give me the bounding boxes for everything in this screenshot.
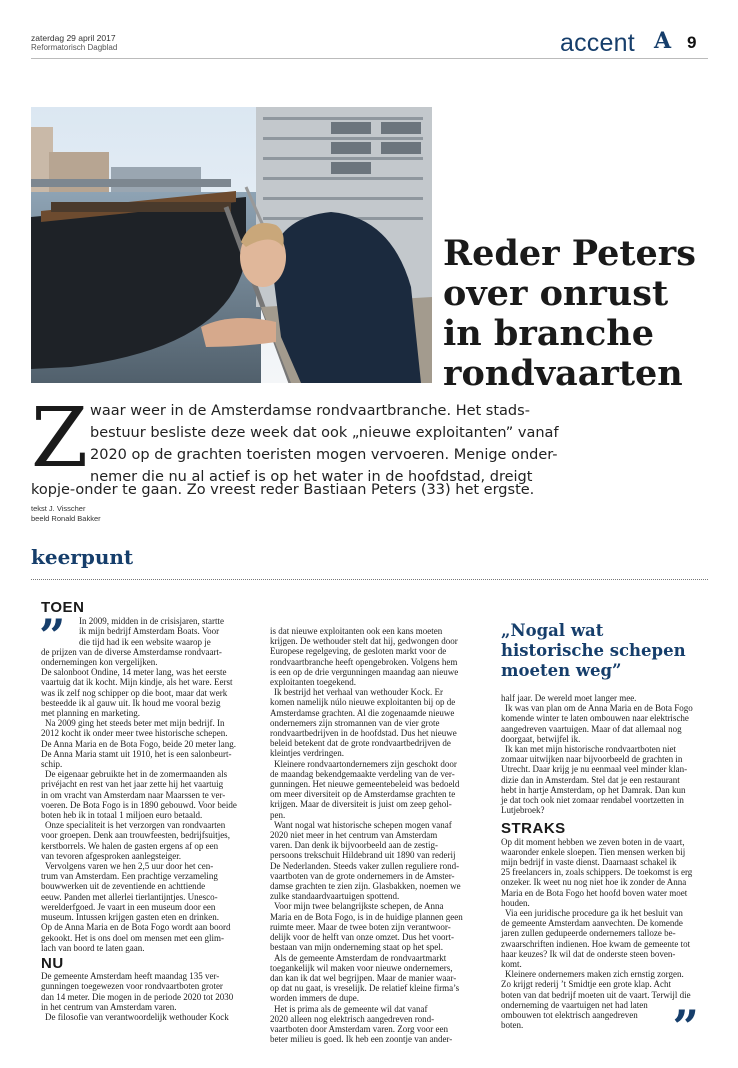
text-line: exploitanten toegekend. bbox=[270, 677, 356, 688]
text-line: lach van boord te laten gaan. bbox=[41, 942, 145, 953]
text-line: Maria en de Bota Fogo het hoofd boven water moet bbox=[501, 887, 688, 898]
text-line: dan kan ik dat wel begrijpen. Maar de manier waar- bbox=[270, 972, 457, 983]
paragraph bbox=[41, 820, 245, 861]
text-line: komt. bbox=[501, 959, 522, 970]
text-line: boten heb ik in totaal 1 miljoen euro betaald. bbox=[41, 810, 203, 821]
dotted-divider bbox=[31, 579, 708, 580]
text-line: bouwwerken uit de zeventiende en achttiende bbox=[41, 881, 206, 892]
text-line: De filosofie van verantwoordelijk wethouder Kock bbox=[45, 1011, 229, 1022]
text-line: krijgen. De wethouder stelt dat hij, gedwongen door bbox=[270, 636, 458, 647]
text-line: Ik was van plan om de Anna Maria en de Bota Fogo bbox=[505, 703, 693, 714]
text-line: De Anna Maria stamt uit 1910, het is een salonbeurt- bbox=[41, 748, 232, 759]
text-line: zwaarschriften indienen. Hoe kwam de gemeente tot bbox=[501, 938, 691, 949]
paragraph bbox=[501, 969, 713, 1054]
text-line: Onze specialiteit is het verzorgen van rondvaarten bbox=[45, 820, 226, 831]
text-line: ruimte meer. Maar de twee boten zijn verantwoor- bbox=[270, 921, 451, 932]
text-line: pen. bbox=[270, 809, 286, 820]
text-line: varen. Dan denk ik bijvoorbeeld aan de zestig- bbox=[270, 840, 438, 851]
text-line: boten. bbox=[501, 1020, 524, 1031]
paragraph bbox=[501, 837, 713, 908]
headline-line: Reder Peters bbox=[443, 233, 696, 274]
subhead-nu: NU bbox=[41, 954, 64, 972]
text-line: Het is prima als de gemeente wil dat vanaf bbox=[274, 1003, 428, 1014]
text-line: in het centrum van Amsterdam varen. bbox=[41, 1001, 177, 1012]
text-line: Voor mijn twee belangrijkste schepen, de Anna bbox=[274, 901, 444, 912]
text-line: doorgaat, betwijfel ik. bbox=[501, 733, 581, 744]
text-line: is dat nieuwe exploitanten ook een kans moeten bbox=[270, 626, 443, 636]
text-line: vaartboten van de grote ondernemers in de Amster- bbox=[270, 870, 455, 881]
text-line: besteedde ik al gauw uit. Ik houd me vooral bezig bbox=[41, 697, 221, 708]
intro-line: 2020 op de grachten toeristen mogen vervoeren. Menige onder- bbox=[90, 447, 558, 463]
text-line: beleid betekent dat de grote rondvaartbedrijven de bbox=[270, 738, 451, 749]
text-line: krijgen. Maar de diversiteit is juist om zeep gehol- bbox=[270, 799, 452, 810]
text-line: Want nogal wat historische schepen mogen vanaf bbox=[274, 819, 452, 830]
intro-line: nemer die nu al actief is op het water in de hoofdstad, dreigt bbox=[90, 469, 533, 485]
quote-close-icon: ” bbox=[672, 999, 699, 1054]
text-line: onzeker. Ik weet nu nog niet hoe ik zonder de Anna bbox=[501, 877, 687, 888]
text-line: De Nederlanden. Steeds vaker zullen reguliere rond- bbox=[270, 860, 460, 871]
text-line: Ik bestrijd het verhaal van wethouder Kock. Er bbox=[274, 687, 443, 698]
paragraph bbox=[270, 953, 485, 1004]
pull-quote-line: „Nogal wat bbox=[501, 621, 604, 640]
text-line: In 2009, midden in de crisisjaren, startte bbox=[79, 616, 224, 627]
newspaper-name: Reformatorisch Dagblad bbox=[31, 43, 118, 52]
text-line: ombouwen tot elektrisch aangedreven bbox=[501, 1010, 638, 1021]
intro-line: waar weer in de Amsterdamse rondvaartbranche. Het stads- bbox=[90, 403, 530, 419]
paragraph bbox=[270, 901, 485, 952]
text-line: Lutjebroek? bbox=[501, 805, 545, 816]
text-line: haar keuzes? Ik wil dat de onderste steen boven- bbox=[501, 948, 676, 959]
text-line: Via een juridische procedure ga ik het besluit van bbox=[505, 908, 683, 919]
column-3 bbox=[501, 693, 713, 1054]
text-line: rondvaartbranche heeft opengebroken. Volgens hem bbox=[270, 656, 458, 667]
text-line: Op de Anna Maria en de Bota Fogo wordt aan boord bbox=[41, 922, 231, 933]
newspaper-logo: A bbox=[654, 28, 672, 54]
paragraph bbox=[41, 718, 245, 769]
text-line: persoons trekschuit Hildebrand uit 1890 van rederij bbox=[270, 850, 456, 861]
text-line: ondernemingen kon vergelijken. bbox=[41, 657, 158, 668]
text-line: die tijd had ik een website waarop je bbox=[79, 636, 211, 647]
paragraph bbox=[270, 687, 485, 758]
text-line: 2012 kocht ik onder meer twee historische schepen. bbox=[41, 728, 228, 739]
text-line: van tevoren afgesproken aanlegsteiger. bbox=[41, 850, 181, 861]
text-line: onderneming de vaartuigen net had laten bbox=[501, 999, 648, 1010]
text-line: gunningen toegewezen voor rondvaartboten groter bbox=[41, 981, 223, 992]
text-line: om meer diversiteit op de Amsterdamse grachten te bbox=[270, 789, 456, 800]
text-line: rondvaartbedrijven in de hoofdstad. Dus het nieuwe bbox=[270, 728, 457, 739]
text-line: Na 2009 ging het steeds beter met mijn bedrijf. In bbox=[45, 718, 225, 729]
intro-line: kopje-onder te gaan. Zo vreest reder Bastiaan Peters (33) het ergste. bbox=[31, 482, 535, 498]
column-2 bbox=[270, 626, 485, 1044]
paragraph bbox=[41, 667, 245, 718]
pull-quote-line: moeten weg” bbox=[501, 661, 622, 680]
text-line: op dat nu gaat, is vreselijk. De relatief kleine firma’s bbox=[270, 983, 460, 994]
text-line: Maria en de Bota Fogo, is in de huidige plannen geen bbox=[270, 911, 463, 922]
rubric-title: keerpunt bbox=[31, 545, 134, 569]
text-line: Kleinere rondvaartondernemers zijn geschokt door bbox=[274, 758, 457, 769]
text-line: voeren. De Bota Fogo is in 1890 gebouwd. Voor beide bbox=[41, 799, 237, 810]
pull-quote-line: historische schepen bbox=[501, 641, 686, 660]
headline-line: over onrust bbox=[443, 273, 669, 314]
text-line: privéjacht en rest van het jaar zette hij het vaartuig bbox=[41, 779, 224, 790]
text-line: toegankelijk wil maken voor nieuwe ondernemers, bbox=[270, 962, 453, 973]
text-line: De eigenaar gebruikte het in de zomermaanden als bbox=[45, 769, 228, 780]
text-line: kerstborrels. We halen de gasten ergens af op een bbox=[41, 840, 219, 851]
headline-line: in branche bbox=[443, 313, 654, 354]
text-line: komen namelijk núlo nieuwe exploitanten bij op de bbox=[270, 697, 456, 708]
text-line: zulke standaardvaartuigen spottend. bbox=[270, 891, 400, 902]
text-line: hebt in hartje Amsterdam, op het Damrak. Dan kun bbox=[501, 784, 686, 795]
text-line: gunningen. Het nieuwe gemeentebeleid was bedoeld bbox=[270, 779, 460, 790]
text-line: De Anna Maria en de Bota Fogo, beide 20 meter lang. bbox=[41, 738, 236, 749]
headline-line: rondvaarten bbox=[443, 353, 683, 394]
header-divider bbox=[31, 58, 708, 59]
text-line: de maandag bekendgemaakte verdeling van de ver- bbox=[270, 768, 455, 779]
paragraph bbox=[501, 744, 713, 815]
text-line: 2020 alleen nog elektrisch aangedreven rond- bbox=[270, 1013, 435, 1024]
paragraph bbox=[501, 908, 713, 969]
text-line: Vervolgens varen we hen 2,5 uur door het cen- bbox=[45, 861, 214, 872]
text-line: waaronder enkele sloepen. Tien mensen werken bij bbox=[501, 846, 686, 857]
text-line: Ik kan met mijn historische rondvaartboten niet bbox=[505, 744, 676, 755]
paragraph bbox=[501, 693, 713, 703]
text-line: Amsterdamse grachten. Al die zogenaamde nieuwe bbox=[270, 707, 455, 718]
text-line: aangedreven vaartuigen. Maar of dat allemaal nog bbox=[501, 723, 682, 734]
paragraph bbox=[270, 626, 485, 687]
text-line: Op dit moment hebben we zeven boten in de vaart, bbox=[501, 836, 685, 847]
text-line: 25 freelancers in, zoals schippers. De toekomst is erg bbox=[501, 867, 693, 878]
text-line: eeuw. Panden met allerlei tierlantijntjes. Unesco- bbox=[41, 891, 218, 902]
text-line: museum. Intussen krijgen gasten eten en drinken. bbox=[41, 912, 219, 923]
text-line: komende winter te laten ombouwen naar elektrische bbox=[501, 713, 689, 724]
text-line: De gemeente Amsterdam heeft maandag 135 ver- bbox=[41, 971, 220, 982]
text-line: voor groepen. Denk aan trouwfeesten, bedrijfsuitjes, bbox=[41, 830, 230, 841]
text-line: Zo krijgt rederij ’t Smidtje een grote klap. Acht bbox=[501, 979, 672, 990]
paragraph bbox=[41, 861, 245, 953]
section-title: accent bbox=[560, 29, 635, 57]
subhead-toen: TOEN bbox=[41, 599, 85, 616]
text-line: mijn bedrijf in vaste dienst. Daarnaast schakel ik bbox=[501, 857, 677, 868]
paragraph bbox=[270, 1004, 485, 1045]
paragraph bbox=[41, 1012, 245, 1022]
text-line: was ik zelf nog schipper op die boot, maar dat werk bbox=[41, 687, 228, 698]
byline-photographer: beeld Ronald Bakker bbox=[31, 514, 101, 523]
text-line: in om vracht van Amsterdam naar Maarssen te ver- bbox=[41, 789, 226, 800]
text-line: met planning en marketing. bbox=[41, 708, 140, 719]
headline bbox=[443, 234, 733, 394]
text-line: ondernemers zijn stromannen van de vier grote bbox=[270, 717, 440, 728]
paragraph bbox=[41, 769, 245, 820]
text-line: houden. bbox=[501, 897, 530, 908]
text-line: zomaar uitwijken naar bijvoorbeeld de grachten in bbox=[501, 754, 683, 765]
text-line: vaartboten door Amsterdam varen. Zorg voor een bbox=[270, 1023, 449, 1034]
quote-open-icon: ” bbox=[39, 609, 66, 664]
text-line: is een op de drie vergunningen maandag aan nieuwe bbox=[270, 666, 459, 677]
text-line: 2020 niet meer in het centrum van Amsterdam bbox=[270, 830, 438, 841]
text-line: Utrecht. Daar krijg je nu eenmaal veel minder klan- bbox=[501, 764, 688, 775]
text-line: Kleinere ondernemers maken zich ernstig zorgen. bbox=[505, 969, 684, 980]
text-line: kleintjes verdringen. bbox=[270, 748, 344, 759]
text-line: beter milieu is goed. Ik heb een zoontje van ander- bbox=[270, 1034, 453, 1045]
text-line: De salonboot Ondine, 14 meter lang, was het eerste bbox=[41, 667, 227, 678]
text-line: gekookt. Het is ons doel om mensen met een glim- bbox=[41, 932, 224, 943]
article-photo bbox=[31, 107, 432, 383]
text-line: dan 14 meter. Die mogen in de periode 2020 tot 2030 bbox=[41, 991, 234, 1002]
text-line: jaren zullen gedupeerde ondernemers talloze be- bbox=[501, 928, 676, 939]
text-line: Als de gemeente Amsterdam de rondvaartmarkt bbox=[274, 952, 447, 963]
text-line: schip. bbox=[41, 759, 63, 770]
pull-quote bbox=[501, 621, 711, 681]
intro-line: bestuur besliste deze week dat ook „nieuwe exploitanten” vanaf bbox=[90, 425, 559, 441]
column-1 bbox=[39, 599, 245, 1022]
paragraph bbox=[270, 820, 485, 902]
issue-date: zaterdag 29 april 2017 bbox=[31, 33, 116, 43]
paragraph bbox=[41, 971, 245, 1012]
text-line: damse grachten te zien zijn. Glasbakken, noemen we bbox=[270, 881, 461, 892]
paragraph bbox=[270, 759, 485, 820]
text-line: worden immers de dupe. bbox=[270, 993, 359, 1004]
text-line: werelderfgoed. Je vaart in een museum door een bbox=[41, 901, 216, 912]
text-line: vaartuig dat ik kocht. Mijn kindje, als het ware. Eerst bbox=[41, 677, 233, 688]
text-line: Europese regelgeving, de gesloten markt voor de bbox=[270, 646, 447, 657]
text-line: de gemeente Amsterdam aanvechten. De komende bbox=[501, 918, 683, 929]
text-line: boten van dat bedrijf moeten uit de vaart. Terwijl die bbox=[501, 989, 691, 1000]
text-line: half jaar. De wereld moet langer mee. bbox=[501, 693, 637, 703]
text-line: ik mijn bedrijf Amsterdam Boats. Voor bbox=[79, 626, 220, 637]
text-line: de prijzen van de diverse Amsterdamse rondvaart- bbox=[41, 646, 222, 657]
text-line: je dat toch ook niet zomaar rendabel voortzetten in bbox=[501, 795, 684, 806]
text-line: dizie dan in Amsterdam. Stel dat je een restaurant bbox=[501, 774, 680, 785]
subhead-straks: STRAKS bbox=[501, 820, 566, 838]
drop-cap: Z bbox=[31, 391, 88, 486]
paragraph bbox=[41, 616, 245, 647]
text-line: bestaan van mijn onderneming staat op het spel. bbox=[270, 942, 443, 953]
text-line: trum van Amsterdam. Een prachtige verzameling bbox=[41, 871, 218, 882]
text-line: delijk voor de helft van onze omzet. Dus het voort- bbox=[270, 932, 454, 943]
page-number: 9 bbox=[687, 33, 697, 52]
paragraph bbox=[501, 703, 713, 744]
byline-author: tekst J. Visscher bbox=[31, 504, 86, 513]
